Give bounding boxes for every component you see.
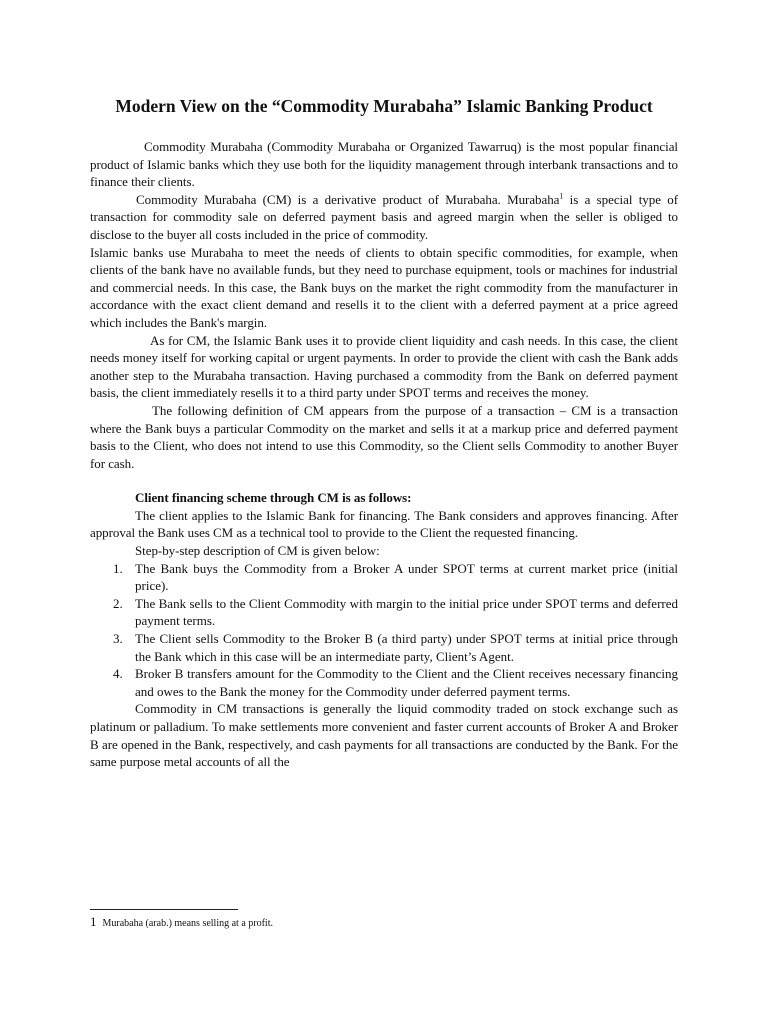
section-subheading: Client financing scheme through CM is as follows: — [135, 490, 412, 506]
steps-list — [90, 560, 678, 701]
document-title: Modern View on the “Commodity Murabaha” Islamic Banking Product — [115, 96, 653, 116]
paragraph-intro: Commodity Murabaha (Commodity Murabaha or Organized Tawarruq) is the most popular financial product of Islamic banks which they use both for the liquidity management through interbank transactions and to finance their clients. — [90, 139, 678, 190]
paragraph-steps-intro: Step-by-step description of CM is given below: — [135, 543, 380, 559]
paragraph-murabaha-use: Islamic banks use Murabaha to meet the needs of clients to obtain specific commodities, for example, when clients of the bank have no available funds, but they need to purchase equipment, tools or machines for industrial and commercial needs. In this case, the Bank buys on the market the right commodity from the manufacturer in accordance with the exact client demand and resells it to the client with a deferred payment at a price agreed which includes the Bank's margin. — [90, 244, 678, 330]
footnote — [90, 915, 273, 931]
list-item — [113, 595, 678, 630]
list-item-number: 2. — [113, 595, 123, 611]
footnote-number: 1 — [90, 914, 97, 929]
footnote-text: Murabaha (arab.) means selling at a profit. — [102, 918, 273, 929]
paragraph-cm-definition-text-b: is a special type of transaction for commodity sale on deferred payment basis and agreed margin when the seller is obliged to disclose to the buyer all costs included in the price of commodity. — [90, 191, 678, 242]
list-item — [113, 560, 678, 595]
list-item-text: The Bank buys the Commodity from a Broker A under SPOT terms at current market price (initial price). — [135, 560, 678, 594]
footnote-reference[interactable]: 1 — [559, 191, 564, 201]
paragraph-financing: The client applies to the Islamic Bank for financing. The Bank considers and approves financing. After approval the Bank uses CM as a technical tool to provide to the Client the requested financing. — [90, 507, 678, 541]
paragraph-cm-liquidity: As for CM, the Islamic Bank uses it to provide client liquidity and cash needs. In this case, the client needs money itself for working capital or urgent payments. In order to provide the client with cash the Bank adds another step to the Murabaha transaction. Having purchased a commodity from the Bank on deferred payment basis, the client immediately resells it to a third party under SPOT terms and receives the money. — [90, 332, 678, 401]
paragraph-cm-definition — [90, 191, 678, 244]
document-body — [90, 94, 678, 771]
list-item-text: The Client sells Commodity to the Broker B (a third party) under SPOT terms at initial price through the Bank which in this case will be an intermediate party, Client’s Agent. — [135, 631, 678, 664]
paragraph-cm-definition-text-a: Commodity Murabaha (CM) is a derivative product of Murabaha. Murabaha — [136, 191, 560, 207]
footnote-divider — [90, 909, 238, 910]
list-item-number: 4. — [113, 666, 123, 682]
list-item-text: Broker B transfers amount for the Commodity to the Client and the Client receives necessary financing and owes to the Bank the money for the Commodity under deferred payment terms. — [135, 666, 678, 699]
paragraph-cm-purpose: The following definition of CM appears from the purpose of a transaction – CM is a transaction where the Bank buys a particular Commodity on the market and sells it at a markup price and deferred payment basis to the Client, who does not intend to use this Commodity, so the Client sells Commodity to another Buyer for cash. — [90, 402, 678, 471]
list-item-number: 3. — [113, 631, 123, 647]
list-item-number: 1. — [113, 560, 123, 576]
list-item — [113, 630, 678, 665]
list-item — [113, 665, 678, 700]
list-item-text: The Bank sells to the Client Commodity with margin to the initial price under SPOT terms and deferred payment terms. — [135, 595, 678, 629]
paragraph-commodity: Commodity in CM transactions is generally the liquid commodity traded on stock exchange such as platinum or palladium. To make settlements more convenient and faster current accounts of Broker A and Broker B are opened in the Bank, respectively, and cash payments for all transactions are conducted by the Bank. For the same purpose metal accounts of all the — [90, 701, 678, 770]
